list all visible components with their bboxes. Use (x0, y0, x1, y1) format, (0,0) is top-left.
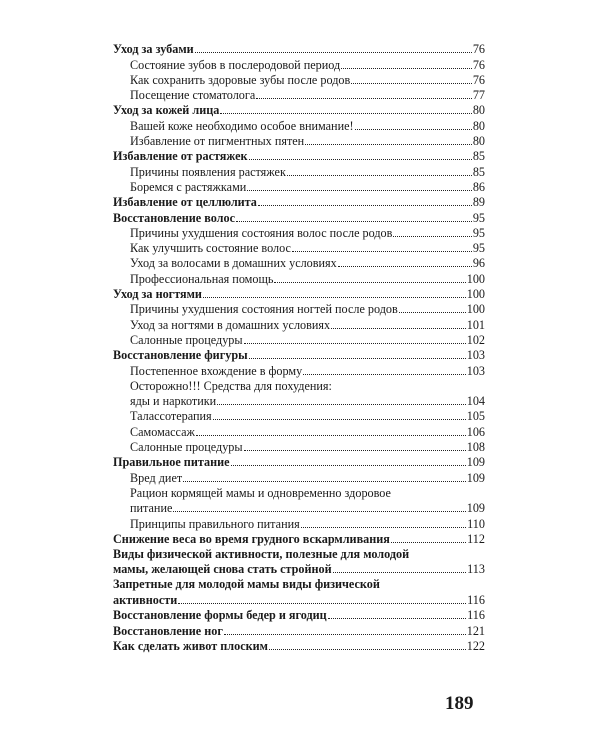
toc-section[interactable] (113, 424, 485, 439)
toc-entry-title: Боремся с растяжками (130, 179, 247, 194)
dot-leader (351, 83, 472, 84)
toc-chapter[interactable] (113, 42, 485, 57)
toc-section[interactable] (113, 409, 485, 424)
toc-entry-page: 109 (466, 501, 485, 516)
toc-chapter[interactable] (113, 455, 485, 470)
dot-leader (287, 175, 472, 176)
toc-section[interactable] (113, 57, 485, 72)
toc-entry-title: Избавление от растяжек (113, 149, 248, 164)
toc-entry-title: Правильное питание (113, 455, 230, 470)
dot-leader (292, 251, 472, 252)
toc-entry-title: Причины ухудшения состояния волос после родов (130, 225, 393, 240)
dot-leader (244, 450, 466, 451)
toc-entry-page: 86 (472, 179, 485, 194)
dot-leader (195, 52, 472, 53)
dot-leader (196, 435, 466, 436)
toc-entry-page: 100 (466, 271, 485, 286)
toc-entry-title: Уход за волосами в домашних условиях (130, 256, 337, 271)
toc-entry-title: Профессиональная помощь (130, 271, 274, 286)
toc-entry-page: 116 (467, 592, 485, 607)
dot-leader (399, 312, 466, 313)
toc-section[interactable] (113, 226, 485, 241)
toc-chapter[interactable] (113, 103, 485, 118)
toc-entry-page: 100 (466, 287, 485, 302)
dot-leader (269, 649, 466, 650)
dot-leader (178, 603, 466, 604)
toc-entry-title: Избавление от целлюлита (113, 195, 257, 210)
toc-entry-title: Как сохранить здоровые зубы после родов (130, 72, 351, 87)
toc-section[interactable] (113, 363, 485, 378)
toc-entry-title: Салонные процедуры (130, 332, 243, 347)
toc-section[interactable] (113, 241, 485, 256)
toc-entry-title: Как сделать живот плоским (113, 638, 268, 653)
toc-section[interactable] (113, 164, 485, 179)
dot-leader (231, 465, 466, 466)
dot-leader (213, 419, 466, 420)
toc-entry-page: 116 (467, 608, 485, 623)
toc-entry-page: 102 (466, 332, 485, 347)
toc-entry-title: яды и наркотики (130, 394, 217, 409)
toc-entry-page: 105 (466, 409, 485, 424)
toc-section[interactable] (113, 516, 485, 531)
toc-entry-page: 106 (466, 424, 485, 439)
toc-entry-title: Снижение веса во время грудного вскармливания (113, 531, 390, 546)
toc-entry-title: питание (130, 501, 173, 516)
toc-chapter[interactable] (113, 608, 485, 623)
toc-entry-title: мамы, желающей снова стать стройной (113, 562, 332, 577)
toc-chapter[interactable] (113, 210, 485, 225)
toc-entry-page: 89 (472, 195, 485, 210)
dot-leader (331, 328, 466, 329)
dot-leader (203, 297, 466, 298)
toc-section[interactable] (113, 134, 485, 149)
toc-chapter[interactable] (113, 623, 485, 638)
toc-entry-page: 109 (466, 455, 485, 470)
dot-leader (249, 358, 466, 359)
dot-leader (274, 282, 465, 283)
toc-entry-page: 108 (466, 440, 485, 455)
toc-section[interactable] (113, 333, 485, 348)
toc-entry-page: 95 (472, 225, 485, 240)
toc-entry-page: 110 (467, 516, 485, 531)
toc-entry-page: 85 (472, 149, 485, 164)
dot-leader (301, 527, 466, 528)
toc-section[interactable] (113, 317, 485, 332)
dot-leader (303, 374, 465, 375)
toc-chapter[interactable] (113, 195, 485, 210)
toc-entry-page: 121 (466, 623, 485, 638)
toc-entry-lead: Запретные для молодой мамы виды физической (113, 577, 380, 592)
dot-leader (247, 190, 472, 191)
dot-leader (393, 236, 471, 237)
toc-section[interactable] (113, 440, 485, 455)
toc-section[interactable] (113, 256, 485, 271)
toc-section[interactable] (113, 118, 485, 133)
toc-entry-page: 76 (472, 72, 485, 87)
dot-leader (338, 266, 472, 267)
toc-entry-title: Восстановление волос (113, 210, 236, 225)
dot-leader (333, 572, 467, 573)
dot-leader (224, 634, 466, 635)
toc-entry-title: Причины ухудшения состояния ногтей после родов (130, 302, 398, 317)
page-number: 189 (445, 693, 474, 714)
toc-entry-page: 113 (467, 562, 485, 577)
toc-section[interactable] (113, 394, 485, 409)
toc-entry-title: Состояние зубов в послеродовой период (130, 57, 341, 72)
toc-chapter[interactable] (113, 348, 485, 363)
toc-entry-page: 76 (472, 57, 485, 72)
toc-entry-title: Постепенное вхождение в форму (130, 363, 303, 378)
toc-section[interactable] (113, 271, 485, 286)
toc-section[interactable] (113, 180, 485, 195)
dot-leader (173, 511, 465, 512)
toc-entry-page: 80 (472, 134, 485, 149)
dot-leader (256, 98, 472, 99)
dot-leader (355, 129, 472, 130)
toc-entry-title: активности (113, 592, 178, 607)
toc-entry-title: Самомассаж (130, 424, 195, 439)
toc-entry-page: 77 (472, 88, 485, 103)
toc-section[interactable] (113, 302, 485, 317)
dot-leader (244, 343, 466, 344)
toc-entry-page: 103 (466, 348, 485, 363)
toc-entry-title: Избавление от пигментных пятен (130, 134, 305, 149)
dot-leader (236, 221, 472, 222)
toc-entry-page: 76 (472, 42, 485, 57)
toc-entry-title: Вашей коже необходимо особое внимание! (130, 118, 354, 133)
toc-entry-page: 103 (466, 363, 485, 378)
toc-section[interactable] (113, 501, 485, 516)
toc-entry-title: Уход за ногтями в домашних условиях (130, 317, 331, 332)
toc-entry-title: Принципы правильного питания (130, 516, 300, 531)
dot-leader (217, 404, 466, 405)
toc-entry-page: 80 (472, 103, 485, 118)
toc-entry-title: Талассотерапия (130, 409, 212, 424)
toc-entry-title: Уход за ногтями (113, 287, 202, 302)
toc-entry-title: Как улучшить состояние волос (130, 241, 291, 256)
dot-leader (220, 113, 471, 114)
toc-chapter[interactable] (113, 593, 485, 608)
table-of-contents (113, 42, 485, 654)
dot-leader (183, 481, 466, 482)
toc-entry-page: 112 (467, 531, 485, 546)
dot-leader (258, 205, 472, 206)
toc-entry-page: 104 (466, 394, 485, 409)
dot-leader (391, 542, 466, 543)
toc-entry-page: 95 (472, 210, 485, 225)
toc-section[interactable] (113, 73, 485, 88)
toc-entry-page: 109 (466, 470, 485, 485)
toc-entry-page: 95 (472, 241, 485, 256)
toc-entry-title: Причины появления растяжек (130, 164, 286, 179)
dot-leader (305, 144, 472, 145)
toc-section[interactable] (113, 88, 485, 103)
toc-entry-page: 101 (466, 317, 485, 332)
toc-entry-title: Уход за зубами (113, 42, 194, 57)
toc-entry-page: 85 (472, 164, 485, 179)
dot-leader (328, 618, 466, 619)
toc-entry-page: 80 (472, 118, 485, 133)
toc-entry-title: Вред диет (130, 470, 183, 485)
toc-entry-lead: Виды физической активности, полезные для молодой (113, 546, 410, 561)
toc-chapter[interactable] (113, 287, 485, 302)
toc-entry-lead: Осторожно!!! Средства для похудения: (130, 378, 332, 393)
dot-leader (249, 159, 472, 160)
toc-entry-page: 122 (466, 638, 485, 653)
toc-entry-lead: Рацион кормящей мамы и одновременно здоровое (130, 485, 391, 500)
toc-entry-title: Посещение стоматолога (130, 88, 256, 103)
toc-entry-page: 100 (466, 302, 485, 317)
toc-entry-title: Восстановление формы бедер и ягодиц (113, 608, 327, 623)
toc-chapter[interactable] (113, 639, 485, 654)
toc-entry-title: Салонные процедуры (130, 440, 243, 455)
toc-chapter[interactable] (113, 149, 485, 164)
toc-chapter[interactable] (113, 532, 485, 547)
toc-section[interactable] (113, 470, 485, 485)
toc-entry-title: Уход за кожей лица (113, 103, 220, 118)
toc-entry-page: 96 (472, 256, 485, 271)
toc-entry-title: Восстановление фигуры (113, 348, 248, 363)
toc-chapter[interactable] (113, 562, 485, 577)
dot-leader (341, 68, 472, 69)
toc-entry-title: Восстановление ног (113, 623, 223, 638)
